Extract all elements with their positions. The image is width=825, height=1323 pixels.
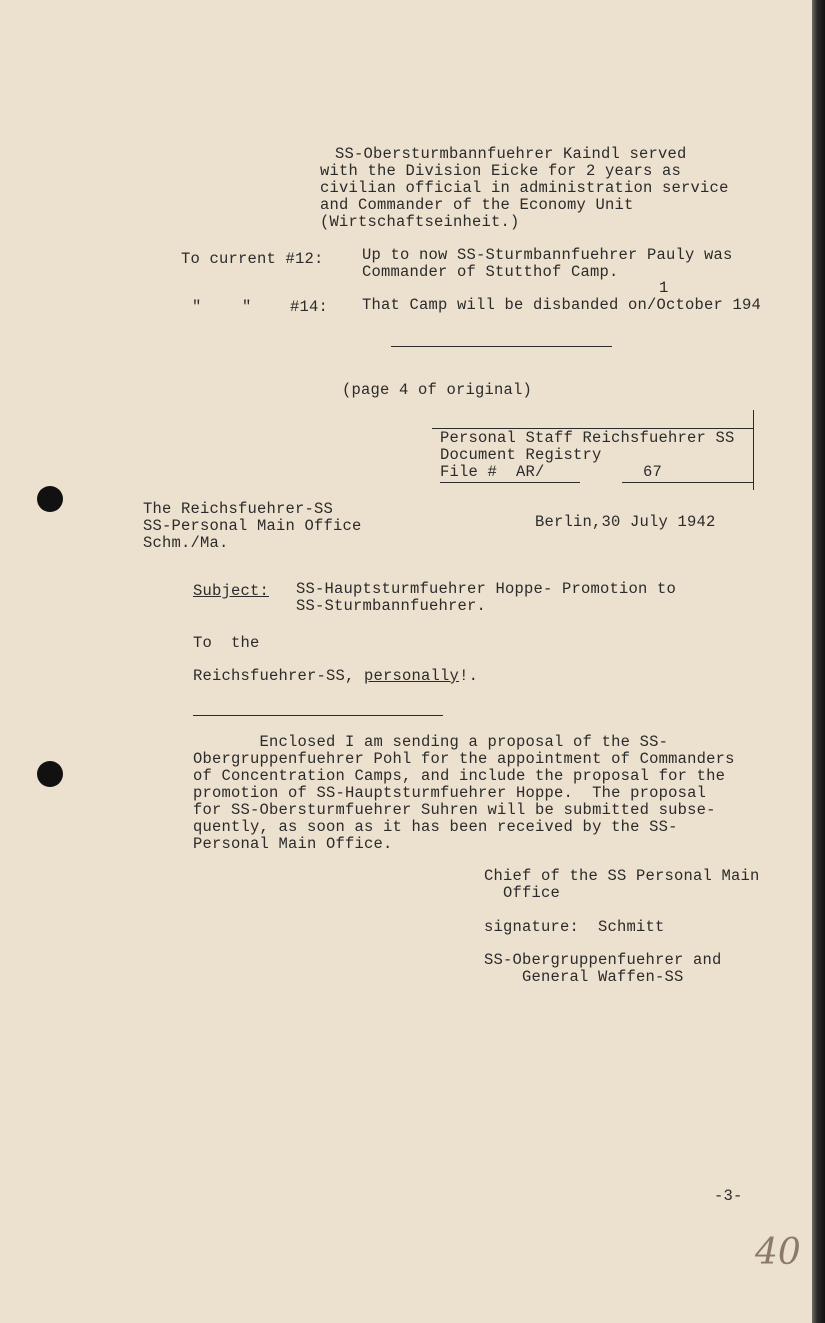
body-line: Personal Main Office. (193, 835, 393, 853)
body-line: promotion of SS-Hauptsturmfuehrer Hoppe. The proposal (193, 784, 707, 802)
subject-line: SS-Hauptsturmfuehrer Hoppe- Promotion to (296, 580, 677, 598)
sender-line: SS-Personal Main Office (143, 517, 362, 535)
to-line: To the (193, 634, 260, 652)
paragraph-line: SS-Obersturmbannfuehrer Kaindl served (335, 145, 687, 163)
handwritten-page-number: 40 (755, 1232, 801, 1273)
body-line: of Concentration Camps, and include the proposal for the (193, 767, 726, 785)
separator-rule (193, 715, 443, 716)
signature-title: Chief of the SS Personal Main (484, 867, 760, 885)
page-edge-shadow (812, 0, 825, 1323)
punch-hole-top (37, 486, 63, 512)
item-14-label: #14: (290, 298, 329, 316)
stamp-underline (440, 482, 580, 483)
subject-line: SS-Sturmbannfuehrer. (296, 597, 487, 615)
body-line: quently, as soon as it has been received by the SS- (193, 818, 678, 836)
body-line: Obergruppenfuehrer Pohl for the appointment of Commanders (193, 750, 735, 768)
separator-rule (391, 346, 612, 347)
sender-line: Schm./Ma. (143, 534, 229, 552)
item-12-line: Up to now SS-Sturmbannfuehrer Pauly was (362, 246, 733, 264)
body-line: Enclosed I am sending a proposal of the SS- (193, 733, 669, 751)
item-12-label: To current #12: (181, 250, 324, 268)
body-line: for SS-Obersturmfuehrer Suhren will be submitted subse- (193, 801, 716, 819)
paragraph-line: with the Division Eicke for 2 years as (320, 162, 682, 180)
date-line: Berlin,30 July 1942 (535, 513, 716, 531)
stamp-right-rule (753, 410, 754, 490)
item-14-text: That Camp will be disbanded on/October 194 (362, 296, 762, 314)
page-number: -3- (714, 1187, 743, 1205)
paragraph-line: (Wirtschaftseinheit.) (320, 213, 520, 231)
item-12-line: Commander of Stutthof Camp. (362, 263, 619, 281)
paragraph-line: and Commander of the Economy Unit (320, 196, 634, 214)
signature-name: signature: Schmitt (484, 918, 665, 936)
sender-line: The Reichsfuehrer-SS (143, 500, 334, 518)
recipient-suffix: !. (459, 667, 479, 685)
paragraph-line: civilian official in administration service (320, 179, 729, 197)
recipient-personally: personally (364, 667, 460, 685)
subject-label: Subject: (193, 582, 270, 600)
ditto-mark: " (192, 298, 202, 316)
signature-rank: SS-Obergruppenfuehrer and (484, 951, 722, 969)
stamp-line: Document Registry (440, 446, 602, 464)
stamp-underline (622, 482, 754, 483)
signature-rank: General Waffen-SS (484, 968, 684, 986)
superscript-number: 1 (659, 279, 669, 297)
ditto-mark: " (242, 298, 252, 316)
page-marker: (page 4 of original) (342, 381, 533, 399)
signature-title: Office (484, 884, 561, 902)
stamp-file-number: 67 (643, 463, 663, 481)
recipient-prefix: Reichsfuehrer-SS, (193, 667, 355, 685)
recipient-line (193, 668, 478, 685)
stamp-file-label: File # AR/ (440, 463, 545, 481)
stamp-line: Personal Staff Reichsfuehrer SS (440, 429, 735, 447)
punch-hole-bottom (37, 761, 63, 787)
